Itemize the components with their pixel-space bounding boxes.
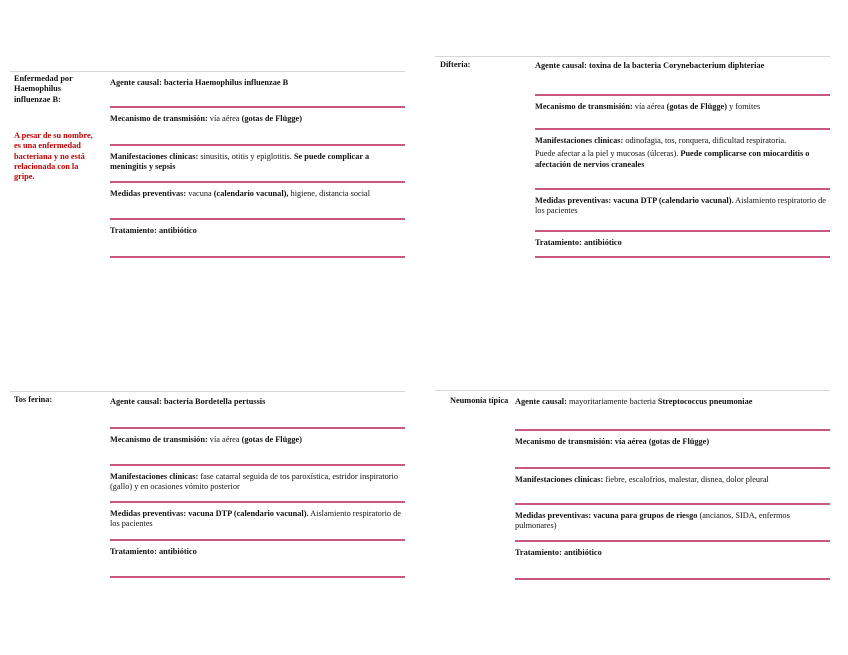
row-agente: Agente causal: bacteria Bordetella pertussis [110,391,405,429]
row-medidas: Medidas preventivas: vacuna (calendario vacunal), higiene, distancia social [110,183,405,220]
disease-title: Neumonía típica [450,396,509,405]
disease-note: A pesar de su nombre, es una enfermedad bacteriana y no está relacionada con la gripe. [14,131,93,182]
disease-title: Difteria: [440,60,471,69]
row-tratamiento: Tratamiento: antibiótico [535,232,830,258]
row-tratamiento: Tratamiento: antibiótico [110,541,405,578]
row-mecanismo: Mecanismo de transmisión: vía aérea (gotas de Flügge) [515,431,830,469]
row-mecanismo: Mecanismo de transmisión: vía aérea (gotas de Flügge) y fomites [535,96,830,130]
info-rows [515,391,830,580]
disease-title: Enfermedad por Haemophilus influenzae B: [14,74,73,104]
info-rows [110,391,405,578]
row-agente: Agente causal: mayoritariamente bacteria Streptococcus pneumoniae [515,391,830,431]
row-mecanismo: Mecanismo de transmisión: vía aérea (gotas de Flügge) [110,429,405,466]
row-manifestaciones: Manifestaciones clínicas: odinofagia, tos, ronquera, dificultad respiratoria. Puede afectar a la piel y mucosas (úlceras). Puede complicarse con miocarditis o afectación de nervios craneales [535,130,830,190]
row-medidas: Medidas preventivas: vacuna DTP (calendario vacunal). Aislamiento respiratorio de los pacientes [110,503,405,541]
row-medidas: Medidas preventivas: vacuna para grupos de riesgo (ancianos, SIDA, enfermos pulmonares) [515,505,830,542]
row-agente: Agente causal: toxina de la bacteria Corynebacterium diphteriae [535,55,830,96]
row-medidas: Medidas preventivas: vacuna DTP (calendario vacunal). Aislamiento respiratorio de los pacientes [535,190,830,232]
row-agente: Agente causal: bacteria Haemophilus influenzae B [110,72,405,108]
disease-title: Tos ferina: [14,395,53,404]
info-rows [110,72,405,258]
row-manifestaciones: Manifestaciones clínicas: sinusitis, otitis y epiglotitis. Se puede complicar a meningitis y sepsis [110,146,405,183]
row-tratamiento: Tratamiento: antibiótico [515,542,830,580]
row-tratamiento: Tratamiento: antibiótico [110,220,405,258]
info-rows [535,55,830,258]
row-manifestaciones: Manifestaciones clínicas: fase catarral seguida de tos paroxística, estridor inspiratorio (gallo) y en ocasiones vómito posterior [110,466,405,503]
row-manifestaciones: Manifestaciones clínicas: fiebre, escalofríos, malestar, disnea, dolor pleural [515,469,830,505]
row-mecanismo: Mecanismo de transmisión: vía aérea (gotas de Flügge) [110,108,405,146]
